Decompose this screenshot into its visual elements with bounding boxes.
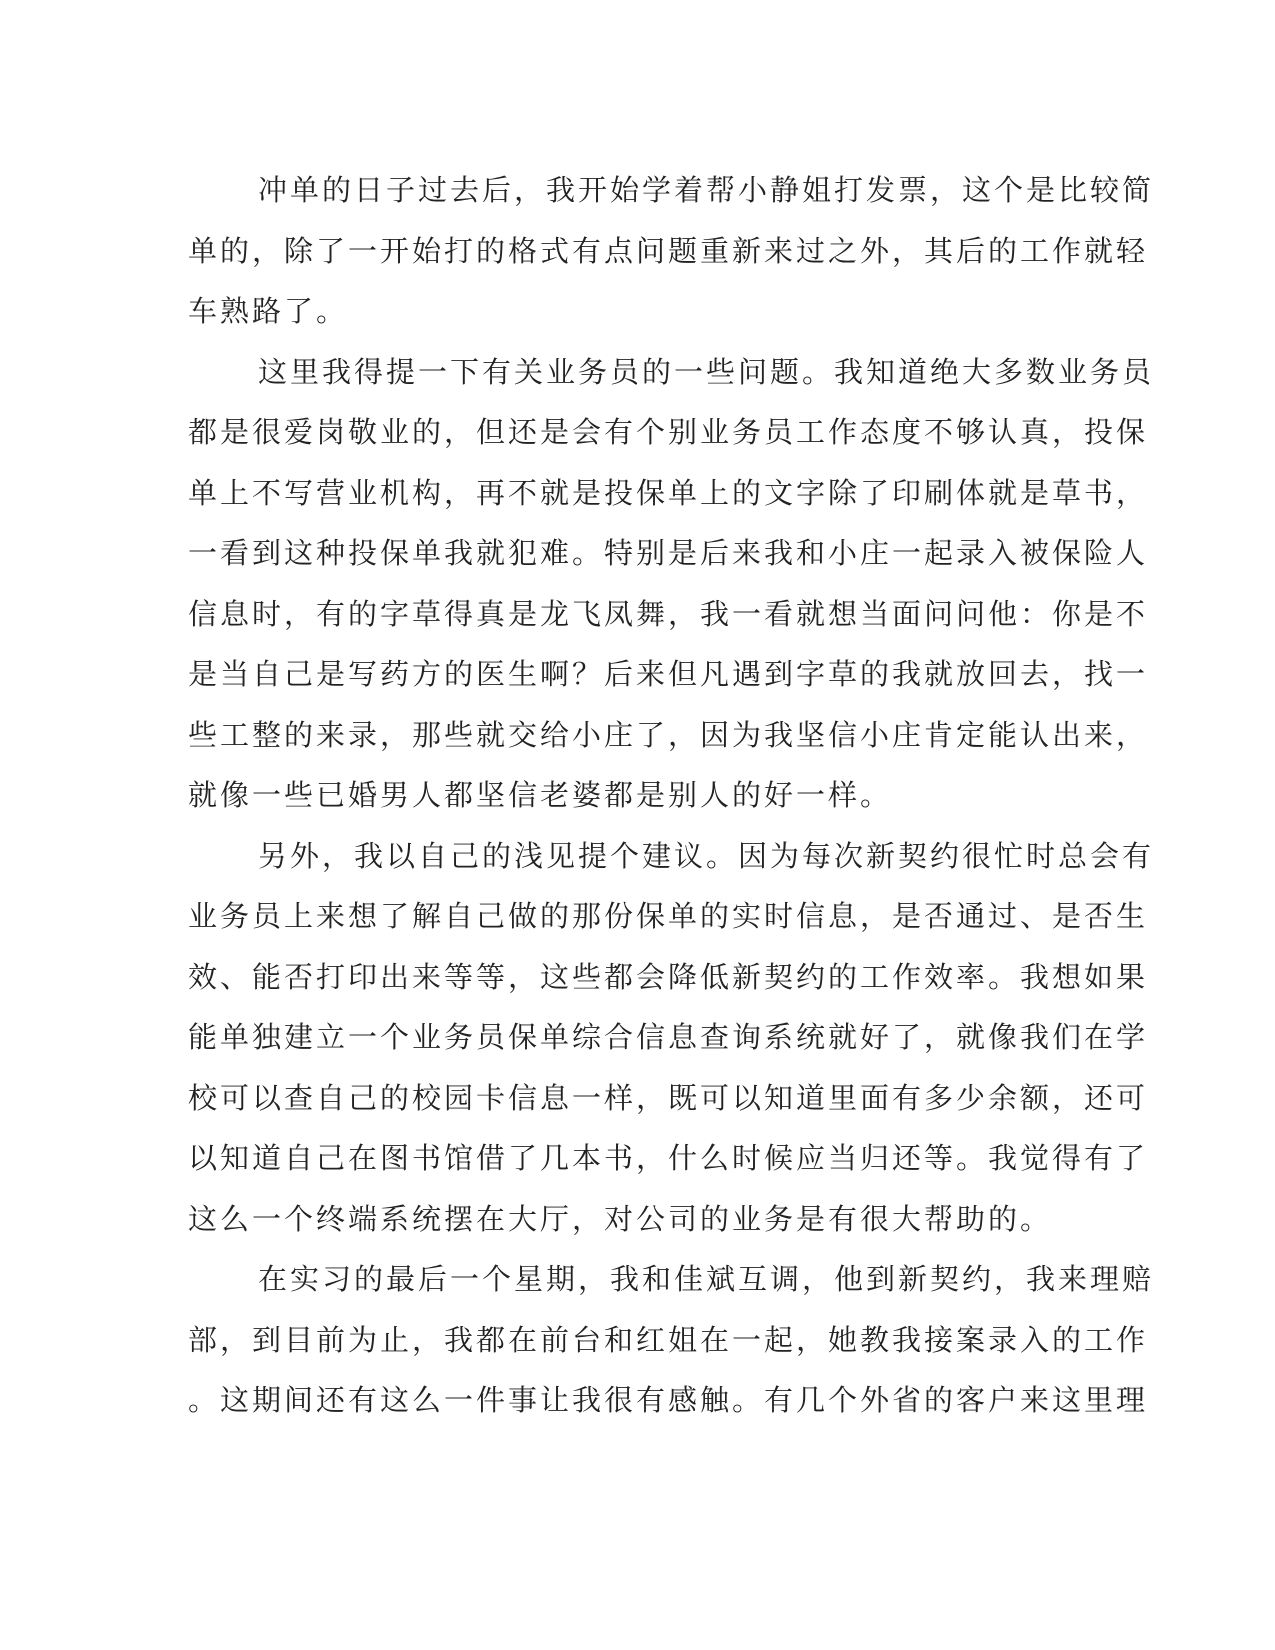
- text-line: 。这期间还有这么一件事让我很有感触。有几个外省的客户来这里理: [188, 1383, 1149, 1417]
- text-line: 是当自己是写药方的医生啊？后来但凡遇到字草的我就放回去，找一: [188, 657, 1149, 691]
- text-line: 这么一个终端系统摆在大厅，对公司的业务是有很大帮助的。: [188, 1201, 1053, 1236]
- text-line: 一看到这种投保单我就犯难。特别是后来我和小庄一起录入被保险人: [188, 536, 1149, 570]
- text-line: 校可以查自己的校园卡信息一样，既可以知道里面有多少余额，还可: [188, 1080, 1149, 1115]
- paragraph-4: [188, 1249, 1155, 1431]
- text-line: 这里我得提一下有关业务员的一些问题。我知道绝大多数业务员: [258, 354, 1155, 389]
- text-line: 冲单的日子过去后，我开始学着帮小静姐打发票，这个是比较简: [258, 173, 1155, 207]
- document-body: [188, 160, 1155, 1431]
- text-line: 单上不写营业机构，再不就是投保单上的文字除了印刷体就是草书，: [188, 475, 1149, 510]
- text-line: 另外，我以自己的浅见提个建议。因为每次新契约很忙时总会有: [258, 838, 1155, 873]
- text-line: 信息时，有的字草得真是龙飞凤舞，我一看就想当面问问他：你是不: [188, 596, 1149, 631]
- text-line: 都是很爱岗敬业的，但还是会有个别业务员工作态度不够认真，投保: [188, 415, 1149, 449]
- text-line: 些工整的来录，那些就交给小庄了，因为我坚信小庄肯定能认出来，: [188, 717, 1149, 752]
- text-line: 单的，除了一开始打的格式有点问题重新来过之外，其后的工作就轻: [188, 233, 1149, 268]
- text-line: 在实习的最后一个星期，我和佳斌互调，他到新契约，我来理赔: [258, 1262, 1155, 1296]
- paragraph-2: [188, 342, 1155, 826]
- paragraph-1: [188, 160, 1155, 342]
- text-line: 车熟路了。: [188, 294, 349, 328]
- paragraph-3: [188, 826, 1155, 1250]
- text-line: 业务员上来想了解自己做的那份保单的实时信息，是否通过、是否生: [188, 899, 1149, 933]
- text-line: 效、能否打印出来等等，这些都会降低新契约的工作效率。我想如果: [188, 959, 1149, 994]
- text-line: 就像一些已婚男人都坚信老婆都是别人的好一样。: [188, 778, 893, 812]
- text-line: 能单独建立一个业务员保单综合信息查询系统就好了，就像我们在学: [188, 1020, 1149, 1054]
- text-line: 部，到目前为止，我都在前台和红姐在一起，她教我接案录入的工作: [188, 1322, 1149, 1357]
- text-line: 以知道自己在图书馆借了几本书，什么时候应当归还等。我觉得有了: [188, 1141, 1149, 1175]
